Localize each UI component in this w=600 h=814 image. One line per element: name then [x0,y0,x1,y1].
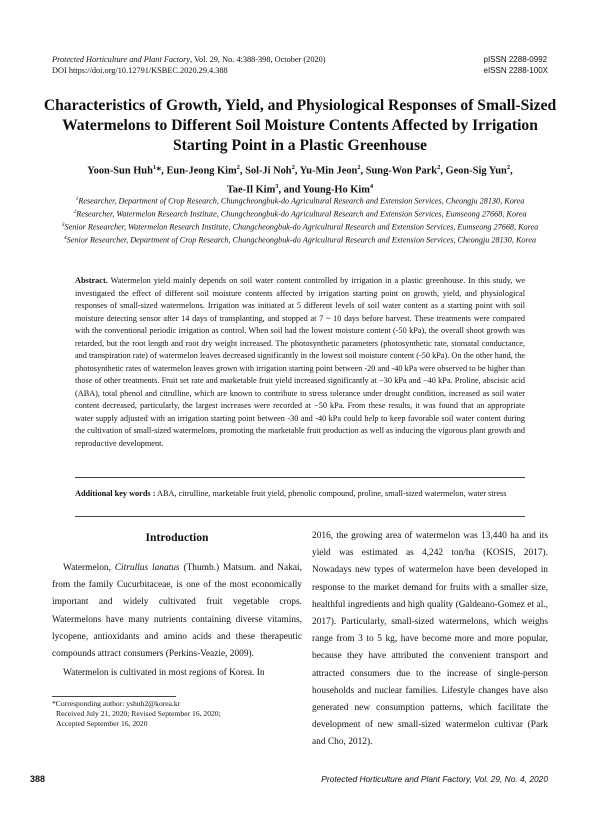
issn-block [484,54,549,76]
author-affiliation-mark: 2 [506,164,511,171]
affiliation-text: Researcher, Department of Crop Research, Chungcheongbuk-do Agricultural Research and Extension Services, Cheongju 28130, Korea [78,196,525,206]
affiliation [58,233,542,246]
author-separator: , [440,165,446,177]
eissn: eISSN 2288-100X [483,66,548,75]
author-name: Yu-Min Jeon [299,165,358,177]
footer-journal: Protected Horticulture and Plant Factory, Vol. 29, No. 4, 2020 [321,774,548,784]
abstract [75,275,525,450]
page-number: 388 [30,774,46,784]
keywords-text: ABA, citrulline, marketable fruit yield, phenolic compound, proline, small-sized watermelon, water stress [155,489,507,498]
author-name: Tae-Il Kim [226,184,276,196]
author-affiliation-mark: 2 [357,164,361,171]
citation-details: , Vol. 29, No. 4:388-398, October (2020) [190,55,326,64]
author-name: Sung-Won Park [365,165,438,177]
paper-title: Characteristics of Growth, Yield, and Physiological Responses of Small-Sized Watermelons to Different Soil Moisture Contents Affected by Irrigation Starting Point in a Plastic Greenhouse [43,97,557,154]
author-affiliation-mark: 2 [236,164,240,171]
author-separator: *, [156,165,167,177]
species-name: Citrullus lanatus [114,563,180,573]
affiliation-mark: 4 [63,234,67,241]
divider-top [75,477,525,478]
affiliation-mark: 1 [75,196,79,202]
accepted-date: Accepted September 16, 2020 [56,719,148,729]
abstract-label: Abstract. [75,276,108,285]
author-name: Yoon-Sun Huh [87,165,153,177]
affiliation [58,194,542,207]
author-separator: , [360,165,366,177]
author-name: Eun-Jeong Kim [166,165,237,177]
author-separator: , [510,165,513,177]
journal-name: Protected Horticulture and Plant Factory [52,55,191,64]
author-separator: , [239,165,246,177]
footnote-rule [52,696,176,697]
affiliation-text: Senior Researcher, Department of Crop Research, Chungcheongbuk-do Agricultural Research and Extension Services, Cheongju 28130, Korea [66,235,537,245]
abstract-text: Watermelon yield mainly depends on soil water content controlled by irrigation in a plastic greenhouse. In this study, we investigated the effect of different soil moisture contents affected by irrigation starting point on growth, yield, and physiological responses of small-sized watermelons. Irrigation was initiated at 5 different levels of soil water content as a starting point with soil moisture detecting sensor after 14 days of transplanting, and stopped at 7 ~ 10 days before harvest. These treatments were compared with the conventional periodic irrigation as control. When soil had the lowest moisture content (-50 kPa), the overall shoot growth was retarded, but the root length and root dry weight increased. The photosynthetic parameters (photosynthetic rate, stomatal conductance, and transpiration rate) of watermelon leaves decreased significantly in the lowest soil moisture content (-50 kPa). On the other hand, the photosynthetic rates of watermelon leaves grown with irrigation starting point between -20 and -40 kPa were observed to be higher than those of other treatments. Fruit set rate and marketable fruit yield increased significantly at −30 kPa and −40 kPa. Proline, abscisic acid (ABA), total phenol and citrulline, which are known to contribute to stress tolerance under drought condition, increased as soil water content decreased, particularly, the largest increases were recorded at −50 kPa. From these results, it was found that an appropriate water supply adjusted with an irrigation starting point between -30 and -40 kPa could help to keep favorable soil water content during the cultivation of small-sized watermelons, promoting the marketable fruit production as well as inducing the vigorous plant growth and reproductive development. [75,276,525,448]
doi-link[interactable]: DOI https://doi.org/10.12791/KSBEC.2020.29.4.388 [52,66,228,75]
keywords [75,488,525,501]
author-separator: , [294,165,300,177]
page-footer [30,774,548,786]
section-heading-introduction: Introduction [145,531,209,544]
author-affiliation-mark: 3 [275,182,279,190]
affiliation-list [58,194,542,246]
affiliation-text: Researcher, Watermelon Research Institute, Chungcheongbuk-do Agricultural Research and Extension Services, Eumseong 27668, Korea [76,209,527,219]
divider-bottom [75,516,525,517]
author-name: Young-Ho Kim [302,184,370,196]
corresponding-author[interactable]: *Corresponding author: yshuh2@korea.kr [52,699,181,708]
author-list [40,160,560,198]
author-affiliation-mark: 2 [437,164,441,171]
author-separator: , and [278,184,303,196]
affiliation [58,220,542,233]
intro-paragraph-continued: 2016, the growing area of watermelon was 13,440 ha and its yield was estimated as 4,242 ton/ha (KOSIS, 2017). Nowadays new types of watermelon have been developed in response to the market demand for fruits with a smaller size, healthful ingredients and high quality (Galdeano-Gomez et al., 2017). Particularly, small-sized watermelons, which weighs range from 3 to 5 kg, have become more and more popular, because they have attributed the convenient transport and attracted consumers due to the increase of single-person households and nuclear families. Lifestyle changes have also generated new consumption patterns, which facilitate the development of new small-sized watermelon cultivar (Park and Cho, 2012). [312,531,548,748]
intro-paragraph-1 [52,560,302,663]
author-affiliation-mark: 2 [291,164,295,171]
column-left [52,528,302,684]
intro-paragraph-2: Watermelon is cultivated in most regions of Korea. In [63,668,265,679]
keywords-label: Additional key words : [75,489,156,498]
footnote [52,699,302,730]
author-affiliation-mark: 1 [152,164,157,171]
affiliation [58,207,542,220]
author-name: Geon-Sig Yun [445,165,507,177]
intro-p1-rest: (Thumb.) Matsum. and Nakai, from the family Cucurbitaceae, is one of the most economically important and widely cultivated fruit vegetable crops. Watermelons have many nutrients containing diverse vitamins, lycopene, antioxidants and amino acids and these therapeutic compounds attract consumers (Perkins-Veazie, 2009). [52,563,302,660]
affiliation-text: Senior Researcher, Watermelon Research Institute, Chungcheongbuk-do Agricultural Research and Extension Services, Eumseong 27668, Korea [64,222,539,232]
citation-block [52,54,326,76]
affiliation-mark: 2 [73,208,77,215]
author-affiliation-mark: 4 [369,182,374,190]
pissn: pISSN 2288-0992 [483,55,548,64]
column-right [312,528,548,752]
author-name: Sol-Ji Noh [245,165,292,177]
intro-p1-start: Watermelon, [63,563,115,573]
affiliation-mark: 3 [61,221,65,228]
received-dates: Received July 21, 2020; Revised September 16, 2020; [56,709,221,719]
